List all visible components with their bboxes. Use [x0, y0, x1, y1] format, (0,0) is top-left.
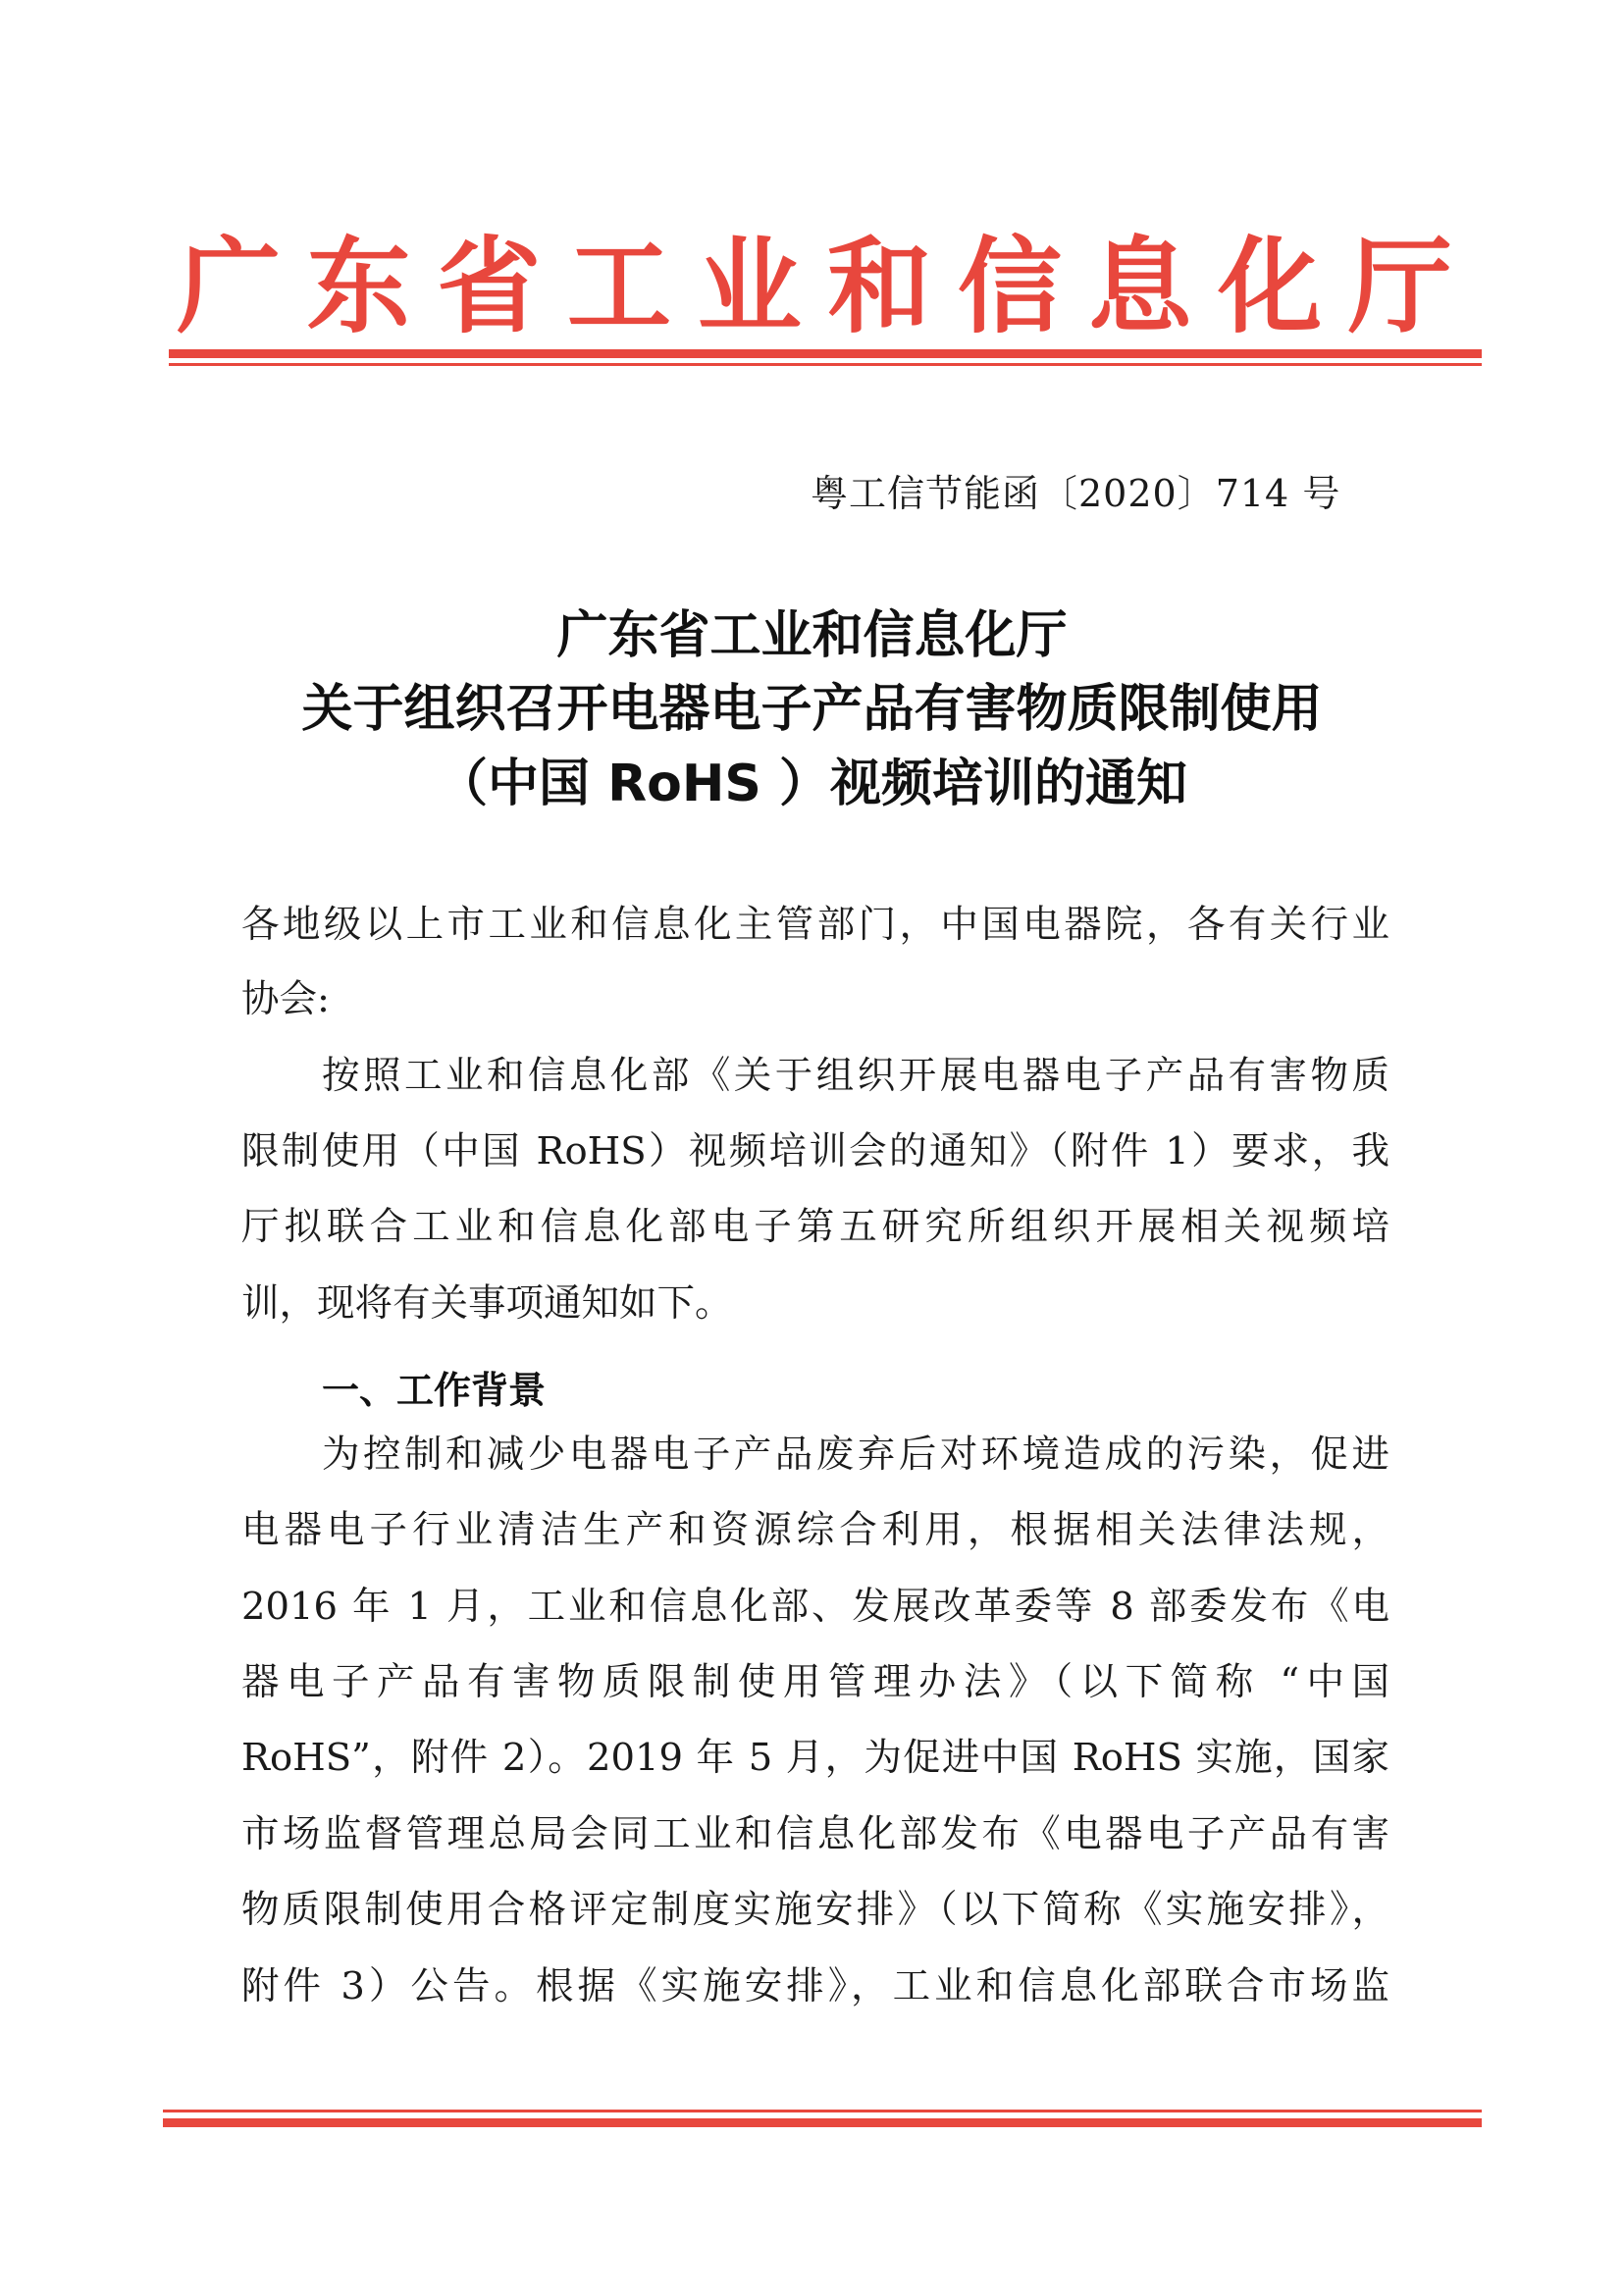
- document-number: 粤工信节能函〔2020〕714 号: [811, 472, 1341, 515]
- masthead-char: 和: [827, 225, 932, 347]
- masthead-rule-thick: [169, 349, 1482, 358]
- masthead-char: 东: [306, 225, 411, 347]
- masthead-char: 信: [957, 225, 1062, 347]
- masthead-char: 广: [177, 225, 281, 347]
- masthead-char: 化: [1218, 225, 1323, 347]
- paragraph-line: 器电子产品有害物质限制使用管理办法》（以下简称 “中国: [241, 1660, 1389, 1704]
- paragraph-line: 厅拟联合工业和信息化部电子第五研究所组织开展相关视频培: [241, 1205, 1389, 1249]
- paragraph-line: 限制使用（中国 RoHS）视频培训会的通知》（附件 1）要求，我: [241, 1129, 1389, 1173]
- paragraph-line: 训，现将有关事项通知如下。: [241, 1281, 733, 1326]
- masthead-char: 业: [697, 225, 802, 347]
- title-line-1: 广东省工业和信息化厅: [556, 606, 1068, 665]
- masthead-rule-thin: [169, 363, 1482, 366]
- salutation-line: 协会:: [241, 977, 330, 1021]
- masthead-char: 厅: [1347, 225, 1452, 347]
- paragraph-line: RoHS”，附件 2）。2019 年 5 月，为促进中国 RoHS 实施，国家: [241, 1736, 1389, 1780]
- title-line-3: （中国 RoHS ）视频培训的通知: [437, 755, 1187, 813]
- footer-rule-thick: [163, 2118, 1482, 2127]
- section-heading: 一、工作背景: [322, 1369, 547, 1412]
- footer-rule-thin: [163, 2110, 1482, 2112]
- paragraph-line: 电器电子行业清洁生产和资源综合利用，根据相关法律法规，: [241, 1508, 1389, 1552]
- masthead: [177, 218, 1452, 355]
- title-line-2: 关于组织召开电器电子产品有害物质限制使用: [301, 680, 1323, 739]
- paragraph-line: 市场监督管理总局会同工业和信息化部发布《电器电子产品有害: [241, 1812, 1389, 1856]
- salutation-line: 各地级以上市工业和信息化主管部门，中国电器院，各有关行业: [241, 903, 1389, 947]
- paragraph-line: 2016 年 1 月，工业和信息化部、发展改革委等 8 部委发布《电: [241, 1585, 1389, 1629]
- masthead-char: 工: [566, 225, 671, 347]
- masthead-char: 省: [437, 225, 542, 347]
- paragraph-line: 物质限制使用合格评定制度实施安排》（以下简称《实施安排》，: [241, 1888, 1389, 1932]
- paragraph-line: 附件 3）公告。根据《实施安排》，工业和信息化部联合市场监: [241, 1964, 1389, 2008]
- paragraph-line: 按照工业和信息化部《关于组织开展电器电子产品有害物质: [322, 1054, 1389, 1098]
- paragraph-line: 为控制和减少电器电子产品废弃后对环境造成的污染，促进: [322, 1433, 1389, 1477]
- masthead-char: 息: [1087, 225, 1192, 347]
